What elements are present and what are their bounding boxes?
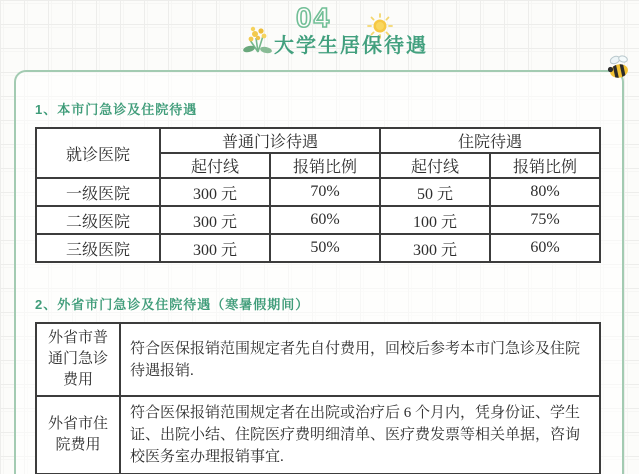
outpatient-deductible-header: 起付线 xyxy=(160,153,270,178)
inpatient-deductible-header: 起付线 xyxy=(380,153,490,178)
hospital-level-cell: 一级医院 xyxy=(36,178,160,206)
table-row xyxy=(36,396,600,474)
outpatient-ratio-cell: 50% xyxy=(270,234,380,262)
hospital-level-cell: 二级医院 xyxy=(36,206,160,234)
inpatient-ratio-header: 报销比例 xyxy=(490,153,600,178)
table-row xyxy=(36,234,600,262)
bee-icon xyxy=(603,53,635,88)
hospital-level-cell: 三级医院 xyxy=(36,234,160,262)
outpatient-ratio-cell: 60% xyxy=(270,206,380,234)
section-1-heading: 1、本市门急诊及住院待遇 xyxy=(35,102,198,117)
flower-icon xyxy=(241,22,275,61)
fee-policy-cell: 符合医保报销范围规定者先自付费用，回校后参考本市门急诊及住院待遇报销. xyxy=(120,323,600,396)
table-row xyxy=(36,178,600,206)
outpatient-ratio-cell: 70% xyxy=(270,178,380,206)
inpatient-deductible-cell: 50 元 xyxy=(380,178,490,206)
inpatient-group-header: 住院待遇 xyxy=(380,128,600,153)
table-row xyxy=(36,206,600,234)
table-row xyxy=(36,323,600,396)
outpatient-group-header: 普通门诊待遇 xyxy=(160,128,380,153)
local-benefits-table xyxy=(35,127,601,263)
page-title: 大学生居保待遇 xyxy=(274,35,428,57)
inpatient-ratio-cell: 80% xyxy=(490,178,600,206)
section-number: 04 xyxy=(296,2,332,33)
table-header-row xyxy=(36,128,600,153)
section-2-heading: 2、外省市门急诊及住院待遇（寒暑假期间） xyxy=(35,297,310,312)
fee-type-cell: 外省市普通门急诊费用 xyxy=(36,323,120,396)
inpatient-ratio-cell: 60% xyxy=(490,234,600,262)
outpatient-deductible-cell: 300 元 xyxy=(160,206,270,234)
hospital-header: 就诊医院 xyxy=(36,128,160,178)
inpatient-deductible-cell: 100 元 xyxy=(380,206,490,234)
fee-policy-cell: 符合医保报销范围规定者在出院或治疗后 6 个月内，凭身份证、学生证、出院小结、住院医疗费明细清单、医疗费发票等相关单据，咨询校医务室办理报销事宜. xyxy=(120,396,600,474)
inpatient-ratio-cell: 75% xyxy=(490,206,600,234)
fee-type-cell: 外省市住院费用 xyxy=(36,396,120,474)
inpatient-deductible-cell: 300 元 xyxy=(380,234,490,262)
outpatient-deductible-cell: 300 元 xyxy=(160,234,270,262)
outpatient-ratio-header: 报销比例 xyxy=(270,153,380,178)
out-of-province-table xyxy=(35,322,601,474)
outpatient-deductible-cell: 300 元 xyxy=(160,178,270,206)
benefits-card xyxy=(14,70,624,474)
